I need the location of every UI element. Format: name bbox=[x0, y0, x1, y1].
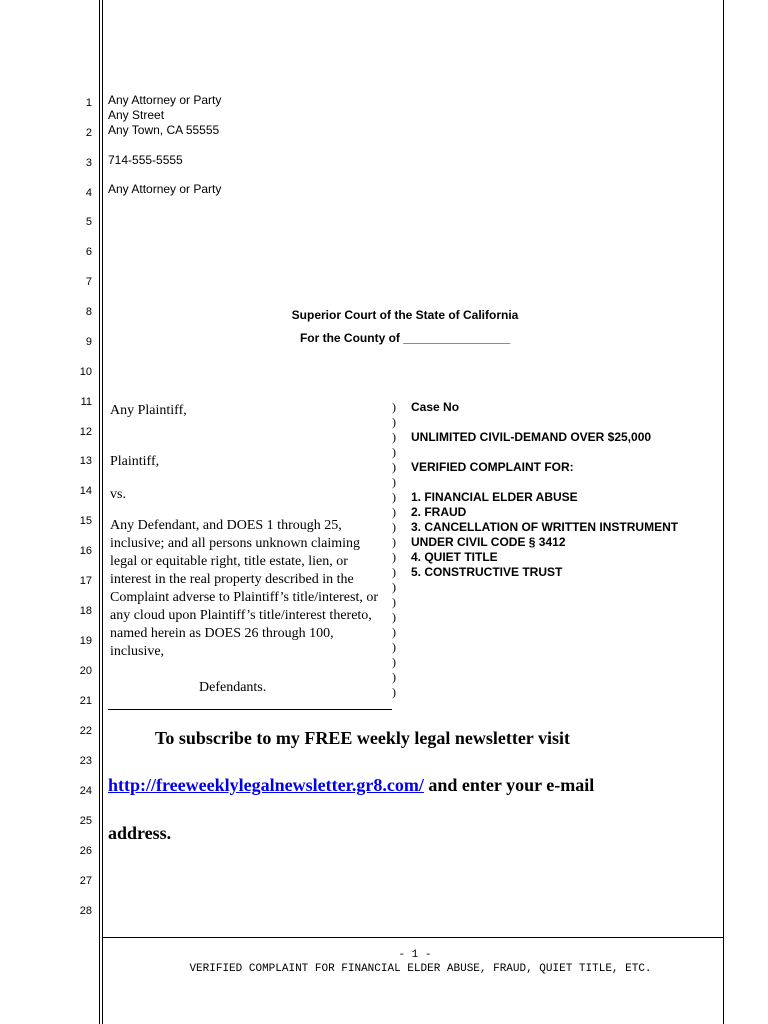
line-number: 14 bbox=[79, 485, 92, 497]
case-number-label: Case No bbox=[411, 400, 460, 414]
line-number: 5 bbox=[85, 216, 92, 228]
line-number: 7 bbox=[85, 276, 92, 288]
newsletter-link[interactable]: http://freeweeklylegalnewsletter.gr8.com/ bbox=[108, 775, 424, 795]
line-number: 23 bbox=[79, 755, 92, 767]
defendants-label: Defendants. bbox=[199, 680, 267, 695]
cause-of-action: 2. FRAUD bbox=[411, 505, 467, 519]
line-number: 16 bbox=[79, 545, 92, 557]
line-number: 26 bbox=[79, 845, 92, 857]
cause-of-action: 3. CANCELLATION OF WRITTEN INSTRUMENT bbox=[411, 520, 679, 534]
demand-label: UNLIMITED CIVIL-DEMAND OVER $25,000 bbox=[411, 430, 652, 444]
line-number: 12 bbox=[79, 426, 92, 438]
defendants-description: Any Defendant, and DOES 1 through 25, inclusive; and all persons unknown claiming legal or equitable right, title estate, lien, or interest in the real property described in the Complaint adverse to Plaintiff’s title/interest, or any cloud upon Plaintiff’s title/interest thereto, named herein as DOES 26 through 100, inclusive, bbox=[110, 518, 379, 659]
cause-of-action: 5. CONSTRUCTIVE TRUST bbox=[411, 565, 563, 579]
line-number: 22 bbox=[79, 725, 92, 737]
cause-of-action: 4. QUIET TITLE bbox=[411, 550, 498, 564]
newsletter-line-2 bbox=[108, 774, 594, 796]
left-margin-rule-inner bbox=[102, 0, 103, 1024]
attorney-street: Any Street bbox=[108, 108, 165, 122]
line-number: 28 bbox=[79, 905, 92, 917]
caption-parentheses: ) ) ) ) ) ) ) ) ) ) ) ) ) ) ) ) ) ) ) ) bbox=[392, 400, 396, 699]
line-number: 9 bbox=[85, 336, 92, 348]
attorney-name: Any Attorney or Party bbox=[108, 93, 222, 107]
line-number: 4 bbox=[85, 187, 92, 199]
cause-of-action: 1. FINANCIAL ELDER ABUSE bbox=[411, 490, 578, 504]
cause-of-action: UNDER CIVIL CODE § 3412 bbox=[411, 535, 566, 549]
line-number: 25 bbox=[79, 815, 92, 827]
caption-bottom-rule bbox=[108, 709, 392, 710]
line-number: 27 bbox=[79, 875, 92, 887]
line-number: 10 bbox=[79, 366, 92, 378]
line-number: 21 bbox=[79, 695, 92, 707]
versus-label: vs. bbox=[110, 487, 126, 502]
attorney-phone: 714-555-5555 bbox=[108, 153, 183, 167]
plaintiff-name: Any Plaintiff, bbox=[110, 403, 187, 418]
line-number: 8 bbox=[85, 306, 92, 318]
line-number: 6 bbox=[85, 246, 92, 258]
court-name: Superior Court of the State of California bbox=[291, 308, 519, 322]
line-number: 20 bbox=[79, 665, 92, 677]
attorney-city: Any Town, CA 55555 bbox=[108, 123, 220, 137]
left-margin-rule-outer bbox=[99, 0, 100, 1024]
line-number: 18 bbox=[79, 605, 92, 617]
footer-rule bbox=[103, 937, 723, 938]
line-number: 17 bbox=[79, 575, 92, 587]
newsletter-line-2-text: and enter your e-mail bbox=[423, 775, 595, 795]
complaint-title: VERIFIED COMPLAINT FOR: bbox=[411, 460, 574, 474]
court-county: For the County of ________________ bbox=[299, 331, 511, 345]
right-margin-rule bbox=[723, 0, 724, 1024]
line-number: 2 bbox=[85, 127, 92, 139]
line-number: 11 bbox=[80, 396, 92, 408]
attorney-for: Any Attorney or Party bbox=[108, 182, 222, 196]
newsletter-line-3: address. bbox=[108, 823, 172, 843]
line-number: 15 bbox=[79, 515, 92, 527]
newsletter-line-1: To subscribe to my FREE weekly legal newsletter visit bbox=[155, 728, 570, 748]
line-number: 24 bbox=[79, 785, 92, 797]
plaintiff-label: Plaintiff, bbox=[110, 454, 160, 469]
line-number: 19 bbox=[79, 635, 92, 647]
page-number: - 1 - bbox=[398, 949, 432, 961]
line-number: 1 bbox=[85, 97, 92, 109]
line-number: 3 bbox=[85, 157, 92, 169]
line-number: 13 bbox=[79, 455, 92, 467]
footer-title: VERIFIED COMPLAINT FOR FINANCIAL ELDER ABUSE, FRAUD, QUIET TITLE, ETC. bbox=[189, 963, 652, 975]
